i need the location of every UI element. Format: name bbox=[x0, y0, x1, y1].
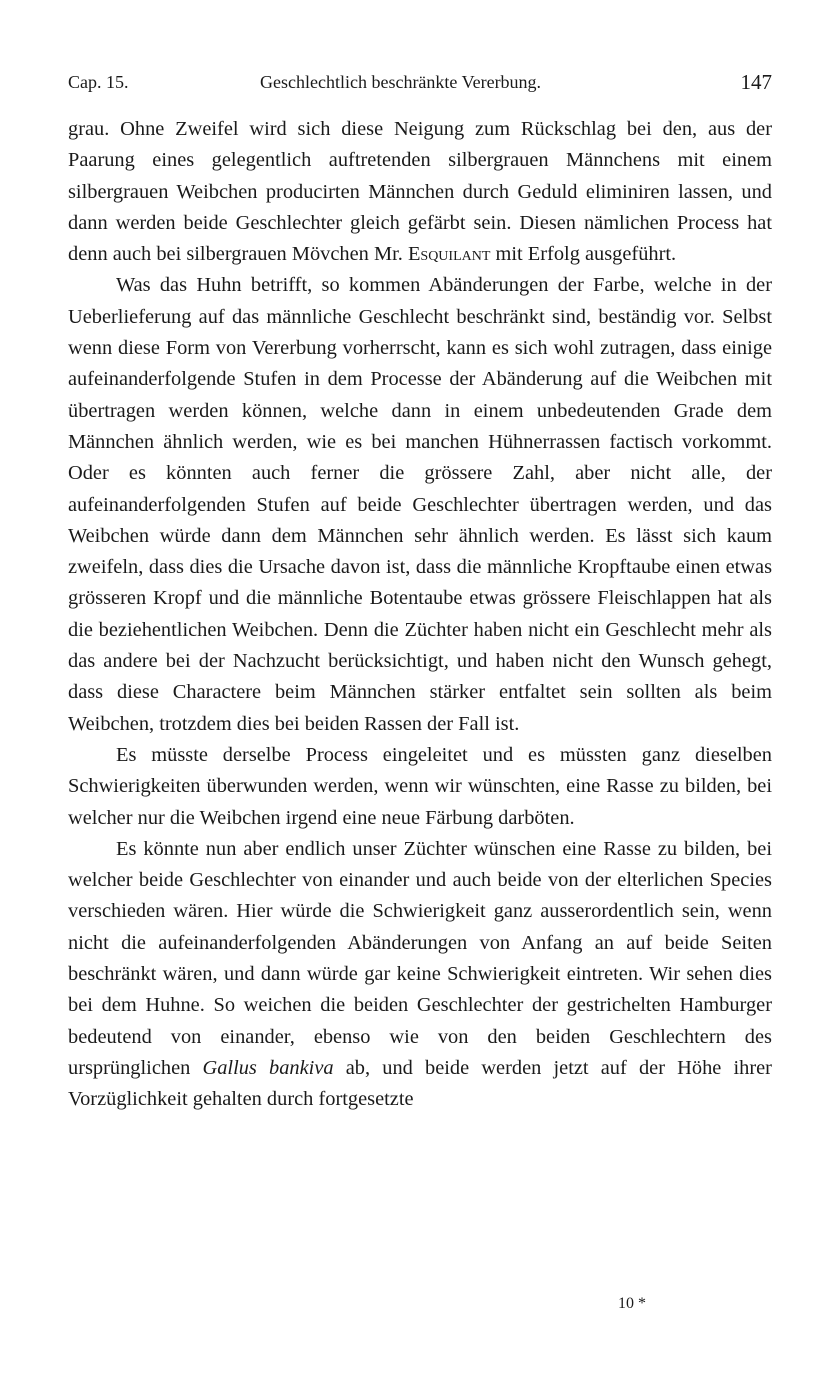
chapter-label: Cap. 15. bbox=[68, 72, 129, 92]
running-title: Geschlechtlich beschränkte Vererbung. bbox=[260, 72, 542, 92]
small-caps-name: Esquilant bbox=[407, 243, 491, 266]
paragraph bbox=[68, 114, 772, 270]
paragraph-text: ab, und beide werden jetzt auf der Höhe ihrer Vorzüglichkeit gehalten durch fortgesetzte bbox=[68, 1056, 772, 1111]
paragraph bbox=[68, 740, 772, 834]
signature-mark: 10 * bbox=[618, 1295, 646, 1312]
running-header bbox=[68, 64, 772, 100]
page-number: 147 bbox=[740, 70, 772, 94]
body-text bbox=[68, 114, 772, 1116]
paragraph-text: Es müsste derselbe Process eingeleitet und es müssten ganz dieselben Schwierigkeiten überwunden werden, wenn wir wünschten, eine Rasse zu bilden, bei welcher nur die Weibchen irgend eine neue Färbung darböten. bbox=[68, 743, 772, 829]
paragraph bbox=[68, 834, 772, 1116]
paragraph bbox=[68, 270, 772, 739]
italic-species-name: Gallus bankiva bbox=[202, 1056, 334, 1079]
paragraph-text: mit Erfolg ausgeführt. bbox=[490, 243, 677, 266]
book-page bbox=[68, 64, 772, 1116]
paragraph-text: grau. Ohne Zweifel wird sich diese Neigung zum Rückschlag bei den, aus der Paarung eines gelegentlich auftretenden silbergrauen Männchens mit einem silbergrauen Weibchen producirten Männchen durch Geduld eliminiren lassen, und dann werden beide Geschlechter gleich gefärbt sein. Diesen nämlichen Process hat denn auch bei silbergrauen Mövchen Mr. bbox=[68, 118, 772, 266]
paragraph-text: Es könnte nun aber endlich unser Züchter wünschen eine Rasse zu bilden, bei welcher beide Geschlechter von einander und auch beide von der elterlichen Species verschieden wären. Hier würde die Schwierigkeit ganz ausserordentlich sein, wenn nicht die aufeinanderfolgenden Abänderungen von Anfang an auf beide Seiten beschränkt wären, und dann würde gar keine Schwierigkeit eintreten. Wir sehen dies bei dem Huhne. So weichen die beiden Geschlechter der gestrichelten Hamburger bedeutend von einander, ebenso wie von den beiden Geschlechtern des ursprünglichen bbox=[68, 837, 772, 1079]
paragraph-text: Was das Huhn betrifft, so kommen Abänderungen der Farbe, welche in der Ueberlieferung auf das männliche Geschlecht beschränkt sind, beständig vor. Selbst wenn diese Form von Vererbung vorherrscht, kann es sich wohl zutragen, dass einige aufeinanderfolgende Stufen in dem Processe der Abänderung auf die Weibchen mit übertragen werden können, welche dann in einem unbedeutenden Grade dem Männchen ähnlich werden, wie es bei manchen Hühnerrassen factisch vorkommt. Oder es könnten auch ferner die grössere Zahl, aber nicht alle, der aufeinanderfolgenden Stufen auf beide Geschlechter übertragen werden, und das Weibchen würde dann dem Männchen sehr ähnlich werden. Es lässt sich kaum zweifeln, dass dies die Ursache davon ist, dass die männliche Kropftaube einen etwas grösseren Kropf und die männliche Botentaube etwas grössere Fleischlappen hat als die beziehentlichen Weibchen. Denn die Züchter haben nicht ein Geschlecht mehr als das andere bei der Nachzucht berücksichtigt, und haben nicht den Wunsch gehegt, dass diese Charactere beim Männchen stärker entfaltet sein sollten als beim Weibchen, trotzdem dies bei beiden Rassen der Fall ist. bbox=[68, 274, 772, 735]
